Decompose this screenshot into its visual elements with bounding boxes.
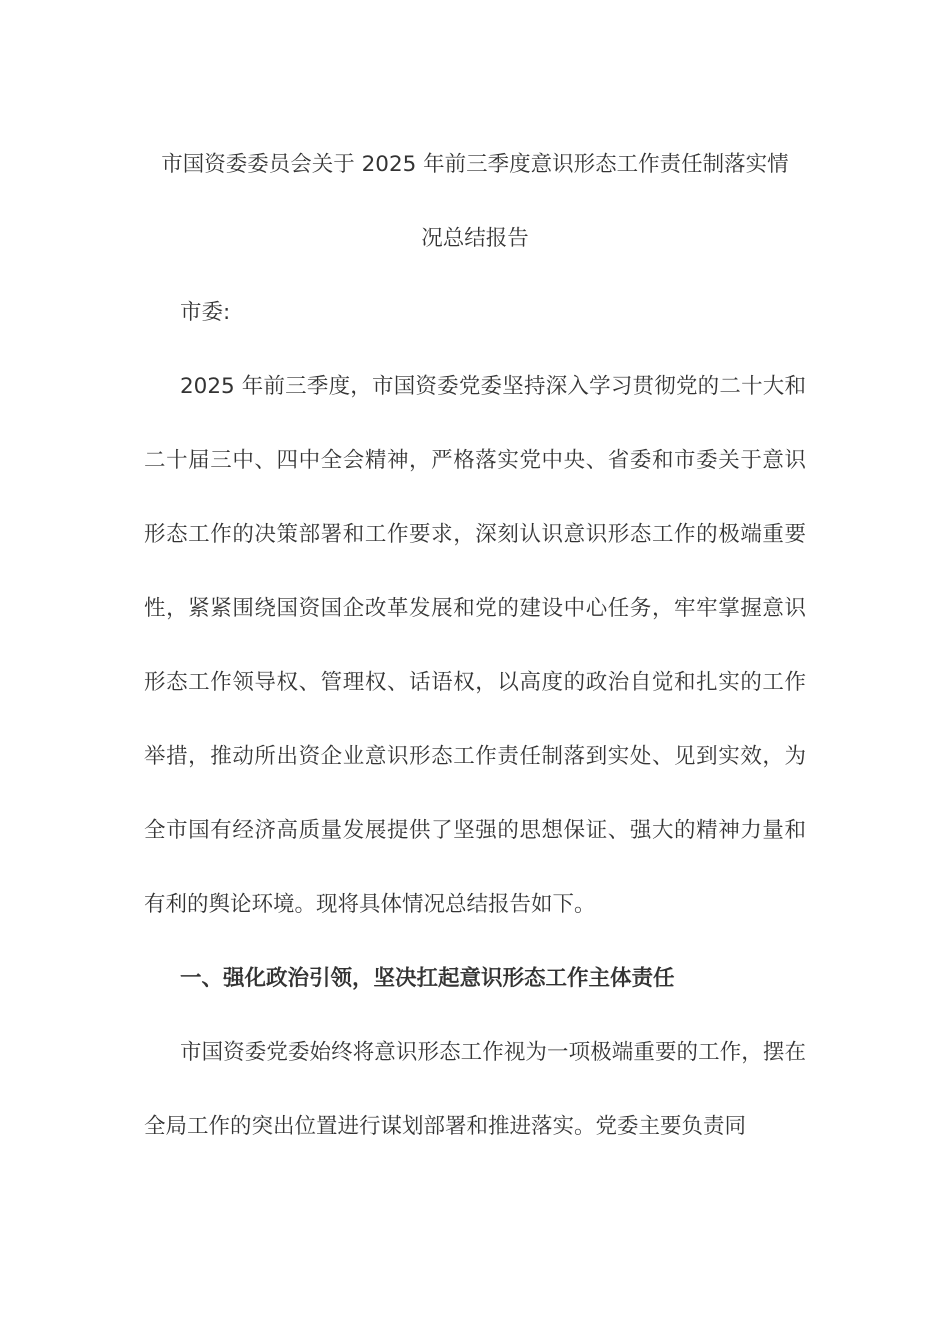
salutation: 市委:: [180, 300, 231, 325]
document-content: [144, 146, 806, 1164]
document-title-line-1: 市国资委委员会关于 2025 年前三季度意识形态工作责任制落实情: [161, 152, 789, 177]
intro-paragraph: 2025 年前三季度，市国资委党委坚持深入学习贯彻党的二十大和二十届三中、四中全会精神，严格落实党中央、省委和市委关于意识形态工作的决策部署和工作要求，深刻认识意识形态工作的极端重要性，紧紧围绕国资国企改革发展和党的建设中心任务，牢牢掌握意识形态工作领导权、管理权、话语权，以高度的政治自觉和扎实的工作举措，推动所出资企业意识形态工作责任制落到实处、见到实效，为全市国有经济高质量发展提供了坚强的思想保证、强大的精神力量和有利的舆论环境。现将具体情况总结报告如下。: [144, 374, 806, 917]
document-title: [144, 128, 806, 276]
section-heading-1: 一、强化政治引领，坚决扛起意识形态工作主体责任: [180, 966, 675, 991]
document-title-line-2: 况总结报告: [421, 226, 529, 251]
section-1-paragraph: 市国资委党委始终将意识形态工作视为一项极端重要的工作，摆在全局工作的突出位置进行谋划部署和推进落实。党委主要负责同: [144, 1040, 806, 1139]
